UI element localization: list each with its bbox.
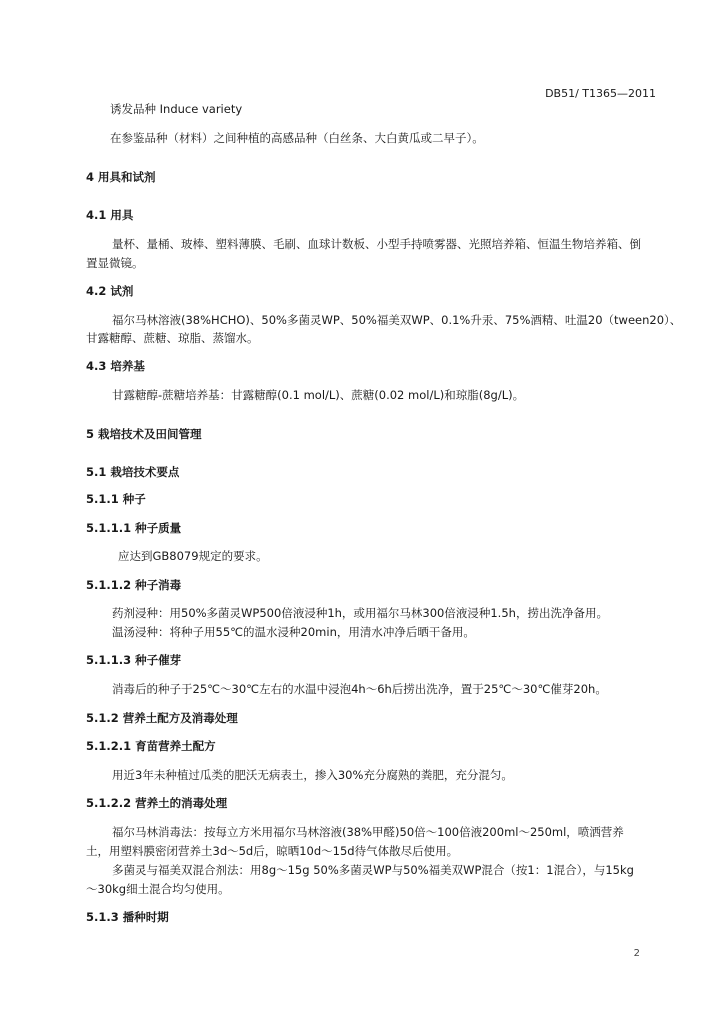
paragraph-chemical-soaking: 药剂浸种：用50%多菌灵WP500倍液浸种1h，或用福尔马林300倍液浸种1.5h，捞出洗净备用。 — [112, 606, 608, 620]
paragraph-soil-formula: 用近3年未种植过瓜类的肥沃无病表土，掺入30%充分腐熟的粪肥，充分混匀。 — [112, 768, 513, 782]
section-5-1-2-heading: 5.1.2 营养土配方及消毒处理 — [86, 711, 238, 725]
term-definition: 在参鉴品种（材料）之间种植的高感品种（白丝条、大白黄瓜或二早子）。 — [110, 131, 484, 145]
paragraph-seed-quality: 应达到GB8079规定的要求。 — [118, 549, 268, 563]
page-number: 2 — [633, 948, 640, 959]
section-5-1-2-2-heading: 5.1.2.2 营养土的消毒处理 — [86, 796, 228, 810]
section-5-1-heading: 5.1 栽培技术要点 — [86, 465, 180, 479]
section-4-2-heading: 4.2 试剂 — [86, 284, 134, 298]
section-4-heading: 4 用具和试剂 — [86, 170, 156, 184]
section-5-1-3-heading: 5.1.3 播种时期 — [86, 910, 169, 924]
paragraph-formalin-line-1: 福尔马林消毒法：按每立方米用福尔马林溶液(38%甲醛)50倍～100倍液200ml～250ml，喷洒营养 — [112, 825, 624, 839]
section-5-1-1-2-heading: 5.1.1.2 种子消毒 — [86, 578, 182, 592]
paragraph-mixture-line-2: ～30kg细土混合均匀使用。 — [86, 882, 230, 896]
paragraph-tools-line-2: 置显微镜。 — [86, 256, 144, 270]
paragraph-reagents-line-2: 甘露糖醇、蔗糖、琼脂、蒸馏水。 — [86, 331, 259, 345]
section-5-1-1-1-heading: 5.1.1.1 种子质量 — [86, 521, 182, 535]
paragraph-medium: 甘露糖醇-蔗糖培养基：甘露糖醇(0.1 mol/L)、蔗糖(0.02 mol/L)和琼脂(8g/L)。 — [112, 388, 525, 402]
section-4-1-heading: 4.1 用具 — [86, 208, 134, 222]
paragraph-germination: 消毒后的种子于25℃～30℃左右的水温中浸泡4h～6h后捞出洗净，置于25℃～30℃催芽20h。 — [112, 682, 607, 696]
paragraph-tools-line-1: 量杯、量桶、玻棒、塑料薄膜、毛刷、血球计数板、小型手持喷雾器、光照培养箱、恒温生物培养箱、倒 — [112, 237, 641, 251]
paragraph-reagents-line-1: 福尔马林溶液(38%HCHO)、50%多菌灵WP、50%福美双WP、0.1%升汞、75%酒精、吐温20（tween20）、 — [112, 313, 682, 327]
section-4-3-heading: 4.3 培养基 — [86, 359, 145, 373]
term-induce-variety: 诱发品种 Induce variety — [110, 102, 243, 116]
section-5-1-2-1-heading: 5.1.2.1 育苗营养土配方 — [86, 739, 216, 753]
paragraph-mixture-line-1: 多菌灵与福美双混合剂法：用8g～15g 50%多菌灵WP与50%福美双WP混合（按1：1混合），与15kg — [112, 863, 634, 877]
section-5-1-1-heading: 5.1.1 种子 — [86, 492, 146, 506]
section-5-heading: 5 栽培技术及田间管理 — [86, 427, 202, 441]
section-5-1-1-3-heading: 5.1.1.3 种子催芽 — [86, 653, 182, 667]
paragraph-warm-soaking: 温汤浸种：将种子用55℃的温水浸种20min，用清水冲净后晒干备用。 — [112, 625, 475, 639]
paragraph-formalin-line-2: 土，用塑料膜密闭营养土3d～5d后，晾晒10d～15d待气体散尽后使用。 — [86, 844, 459, 858]
document-number: DB51/ T1365—2011 — [545, 87, 656, 100]
